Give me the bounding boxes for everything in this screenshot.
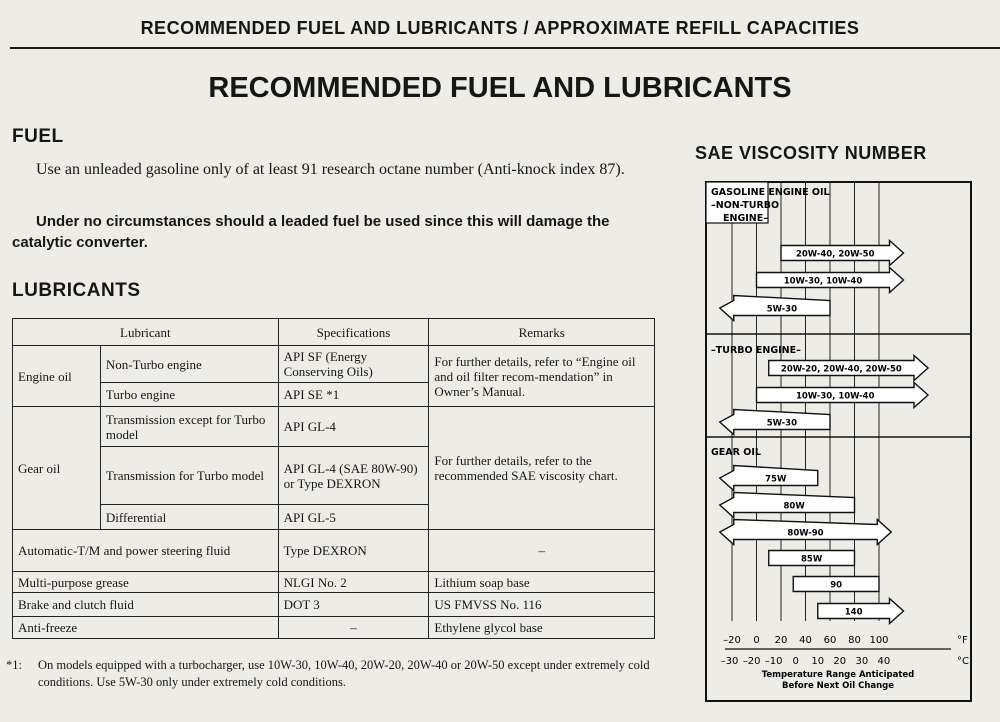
header-rule: [10, 47, 1000, 49]
c-tick-label: –30: [720, 656, 739, 667]
bar-label: 10W-30, 10W-40: [783, 276, 863, 287]
grease-remarks-cell: Lithium soap base: [429, 572, 655, 593]
header-remarks: Remarks: [429, 319, 655, 346]
sae-viscosity-chart: [705, 181, 972, 702]
bar-label: 20W-20, 20W-40, 20W-50: [780, 364, 902, 375]
differential-cell: Differential: [100, 505, 278, 530]
f-tick-label: 60: [823, 635, 837, 646]
table-row: [13, 530, 655, 572]
auto-tm-spec-cell: Type DEXRON: [278, 530, 429, 572]
x-axis-label-line2: Before Next Oil Change: [781, 681, 895, 691]
grease-spec-cell: NLGI No. 2: [278, 572, 429, 593]
antifreeze-remarks-cell: Ethylene glycol base: [429, 617, 655, 639]
table-row: [13, 346, 655, 383]
bar-label: 80W: [783, 501, 805, 512]
section-gasoline-line1: GASOLINE ENGINE OIL: [711, 187, 830, 198]
f-tick-label: 0: [753, 635, 760, 646]
c-unit-label: °C: [957, 656, 969, 667]
antifreeze-spec-cell: –: [278, 617, 429, 639]
bar-label: 140: [844, 607, 863, 618]
page-header: RECOMMENDED FUEL AND LUBRICANTS / APPROXIMATE REFILL CAPACITIES: [140, 18, 860, 38]
trans-except-turbo-spec-cell: API GL-4: [278, 407, 429, 447]
table-row: [13, 617, 655, 639]
lubricants-table: [12, 318, 655, 639]
sae-chart-title: SAE VISCOSITY NUMBER: [695, 143, 927, 163]
c-tick-label: –10: [764, 656, 783, 667]
c-tick-label: 30: [855, 656, 869, 667]
trans-turbo-spec-cell: API GL-4 (SAE 80W-90) or Type DEXRON: [278, 447, 429, 505]
main-title: RECOMMENDED FUEL AND LUBRICANTS: [208, 72, 792, 104]
turbo-spec-cell: API SE *1: [278, 383, 429, 407]
table-row: [13, 407, 655, 447]
bars-group: [720, 241, 928, 624]
brake-cell: Brake and clutch fluid: [13, 593, 279, 617]
antifreeze-cell: Anti-freeze: [13, 617, 279, 639]
bar-label: 80W-90: [787, 528, 824, 539]
section-gasoline-line3: ENGINE–: [723, 213, 768, 224]
lubricants-heading: LUBRICANTS: [12, 280, 141, 301]
x-axis-label-line1: Temperature Range Anticipated: [761, 670, 915, 680]
section-gear: GEAR OIL: [711, 447, 761, 458]
c-tick-label: –20: [742, 656, 761, 667]
table-header-row: [13, 319, 655, 346]
engine-oil-cell: Engine oil: [13, 346, 101, 407]
section-gasoline-line2: –NON-TURBO: [711, 200, 780, 211]
fuel-warning: Under no circumstances should a leaded fuel be used since this will damage the catalytic converter.: [12, 213, 610, 251]
bar-label: 90: [830, 580, 843, 591]
brake-remarks-cell: US FMVSS No. 116: [429, 593, 655, 617]
sae-chart-svg: [705, 181, 972, 702]
f-tick-label: 40: [799, 635, 812, 646]
bar-label: 10W-30, 10W-40: [795, 391, 875, 402]
differential-spec-cell: API GL-5: [278, 505, 429, 530]
engine-remarks-cell: For further details, refer to “Engine oil and oil filter recom-mendation” in Owner’s Manual.: [429, 346, 655, 407]
f-tick-label: 100: [869, 635, 889, 646]
fuel-heading: FUEL: [12, 126, 64, 147]
table-row: [13, 572, 655, 593]
footnote: [6, 657, 666, 691]
f-tick-label: 80: [848, 635, 861, 646]
non-turbo-engine-cell: Non-Turbo engine: [100, 346, 278, 383]
brake-spec-cell: DOT 3: [278, 593, 429, 617]
trans-turbo-cell: Transmission for Turbo model: [100, 447, 278, 505]
bar-label: 85W: [801, 554, 823, 565]
grease-cell: Multi-purpose grease: [13, 572, 279, 593]
turbo-engine-cell: Turbo engine: [100, 383, 278, 407]
footnote-text: On models equipped with a turbocharger, use 10W-30, 10W-40, 20W-20, 20W-40 or 20W-50 except under extremely cold conditions. Use 5W-30 only under extremely cold conditions.: [38, 658, 650, 689]
section-turbo: –TURBO ENGINE–: [711, 345, 801, 356]
bar-label: 5W-30: [766, 418, 798, 429]
c-tick-label: 10: [811, 656, 825, 667]
bar-label: 5W-30: [766, 304, 798, 315]
fuel-text: Use an unleaded gasoline only of at least 91 research octane number (Anti-knock index 87).: [36, 161, 625, 178]
footnote-mark: *1:: [6, 658, 22, 672]
header-lubricant: Lubricant: [13, 319, 279, 346]
axis-ticks: [721, 635, 969, 667]
auto-tm-cell: Automatic-T/M and power steering fluid: [13, 530, 279, 572]
bar-label: 75W: [765, 474, 787, 485]
c-tick-label: 40: [877, 656, 891, 667]
auto-tm-remarks-cell: –: [429, 530, 655, 572]
trans-except-turbo-cell: Transmission except for Turbo model: [100, 407, 278, 447]
gear-oil-cell: Gear oil: [13, 407, 101, 530]
c-tick-label: 0: [792, 656, 799, 667]
c-tick-label: 20: [833, 656, 847, 667]
f-unit-label: °F: [957, 635, 968, 646]
gear-remarks-cell: For further details, refer to the recommended SAE viscosity chart.: [429, 407, 655, 530]
f-tick-label: –20: [723, 635, 741, 646]
f-tick-label: 20: [774, 635, 788, 646]
table-row: [13, 593, 655, 617]
bar-label: 20W-40, 20W-50: [795, 249, 875, 260]
non-turbo-spec-cell: API SF (Energy Conserving Oils): [278, 346, 429, 383]
header-specifications: Specifications: [278, 319, 429, 346]
